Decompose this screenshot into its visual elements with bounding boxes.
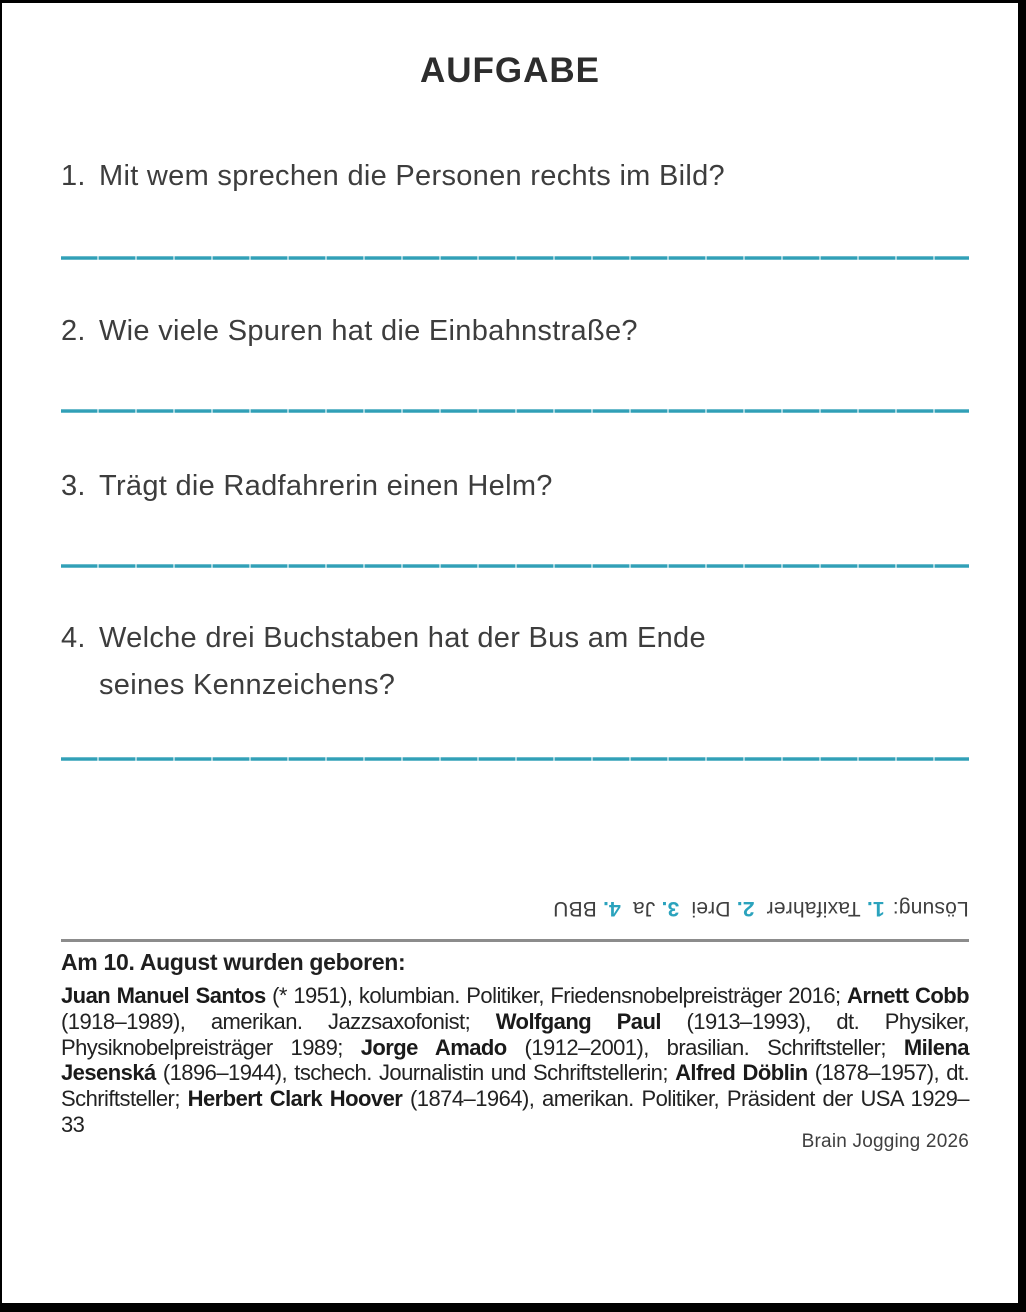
answer-line-4: [61, 757, 969, 761]
question-2-number: 2.: [61, 315, 86, 347]
solution-answer-1-number: 1.: [866, 897, 885, 920]
birthday-name: Wolfgang Paul: [495, 1008, 661, 1034]
birthday-details: (1913–1993), dt. Physiker, Physiknobelpreisträger 1989;: [61, 1008, 970, 1060]
question-4-number: 4.: [61, 622, 86, 654]
answer-line-3: [61, 564, 969, 568]
solution-label: Lösung:: [892, 897, 969, 920]
birthdays-paragraph: [61, 983, 969, 1138]
page-content: [2, 3, 1018, 1303]
question-4-text: [99, 615, 969, 709]
birthday-details: (1896–1944), tschech. Journalistin und Schriftstellerin;: [155, 1060, 676, 1086]
solution-answer-2-text: Drei: [691, 897, 731, 920]
birthday-details: (1918–1989), amerikan. Jazzsaxofonist;: [61, 1008, 496, 1034]
section-divider: [61, 939, 969, 942]
question-3-number: 3.: [61, 470, 86, 502]
solution-answer-1-text: Taxifahrer: [766, 897, 861, 920]
birthday-details: (* 1951), kolumbian. Politiker, Friedensnobelpreisträger 2016;: [265, 983, 848, 1008]
question-4-text-line1: Welche drei Buchstaben hat der Bus am Ende: [99, 622, 706, 654]
answer-line-1: [61, 256, 969, 260]
question-1-number: 1.: [61, 160, 86, 192]
question-2-text: Wie viele Spuren hat die Einbahnstraße?: [99, 315, 638, 347]
solution-answer-2-number: 2.: [736, 897, 755, 920]
answer-line-2: [61, 409, 969, 413]
solution-answer-4-text: BBU: [553, 897, 598, 920]
question-3-text: Trägt die Radfahrerin einen Helm?: [99, 470, 553, 502]
page-title: AUFGABE: [419, 51, 601, 90]
question-2: [61, 308, 969, 355]
solution-upside-down-text: [553, 896, 969, 920]
brand-footer: Brain Jogging 2026: [801, 1131, 969, 1152]
solution-answer-3-number: 3.: [661, 897, 680, 920]
solution-row: [61, 896, 969, 920]
birthday-details: (1912–2001), brasilian. Schriftsteller;: [506, 1034, 904, 1060]
question-1: [61, 153, 969, 200]
birthday-details: (1874–1964), amerikan. Politiker, Präsident der USA 1929–33: [61, 1086, 969, 1137]
question-1-text: Mit wem sprechen die Personen rechts im Bild?: [99, 160, 725, 192]
birthday-name: Jorge Amado: [360, 1034, 507, 1060]
birthday-name: Juan Manuel Santos: [61, 983, 266, 1008]
birthday-name: Arnett Cobb: [847, 983, 969, 1008]
birthday-name: Herbert Clark Hoover: [187, 1086, 403, 1112]
birthday-name: Alfred Döblin: [675, 1060, 808, 1086]
question-4: [61, 615, 969, 709]
birthday-name: Milena Jesenská: [61, 1034, 969, 1086]
birthday-details: (1878–1957), dt. Schriftsteller;: [61, 1060, 970, 1112]
solution-answer-4-number: 4.: [603, 897, 621, 920]
birthdays-heading: Am 10. August wurden geboren:: [61, 949, 406, 975]
question-4-text-line2: seines Kennzeichens?: [99, 669, 396, 701]
question-3: [61, 463, 969, 510]
solution-answer-3-text: Ja: [632, 897, 656, 920]
